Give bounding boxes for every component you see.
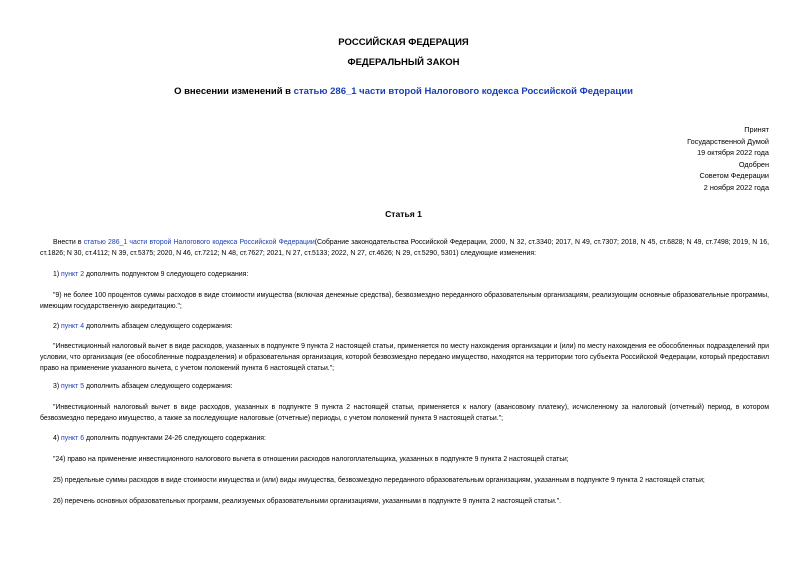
adoption-line: 2 ноября 2022 года: [703, 182, 769, 192]
article-intro: [40, 237, 769, 259]
item-3-num: 3): [53, 383, 62, 390]
adoption-line: Советом Федерации: [699, 171, 769, 181]
item-4-link[interactable]: пункт 6: [61, 435, 85, 442]
item-2: [40, 321, 769, 332]
adoption-line: 19 октября 2022 года: [697, 148, 769, 158]
item-4: [40, 433, 769, 444]
item-3-link[interactable]: пункт 5: [61, 383, 85, 390]
law-type-heading: ФЕДЕРАЛЬНЫЙ ЗАКОН: [347, 57, 460, 68]
item-1-link[interactable]: пункт 2: [61, 271, 85, 278]
item-3: [40, 381, 769, 392]
item-1-text: дополнить подпунктом 9 следующего содержания:: [84, 271, 249, 278]
article-heading: Статья 1: [385, 209, 422, 219]
country-heading: РОССИЙСКАЯ ФЕДЕРАЦИЯ: [338, 37, 469, 48]
item-2-link[interactable]: пункт 4: [61, 323, 85, 330]
item-2-num: 2): [53, 323, 62, 330]
intro-suffix: (Собрание законодательства Российской Федерации, 2000, N 32, ст.3340; 2017, N 49, ст.7307; 2018, N 45, ст.6828; N 49, ст.7498; 2019, N 16, ст.1826; N 30, ст.4112; N 39, ст.5375; 2020, N 46, ст.7212; N 48, ст.7627; 2021, N 27, ст.5133; 2022, N 27, ст.4626; N 29, ст.5290, 5301) следующие изменения:: [40, 239, 769, 258]
item-1: [40, 269, 769, 280]
item-4-quote-24: "24) право на применение инвестиционного налогового вычета в отношении расходов налогоплательщика, указанных в подпункте 9 пункта 2 настоящей статьи;: [53, 456, 569, 463]
item-1-quote: "9) не более 100 процентов суммы расходов в виде стоимости имущества (включая денежные средства), безвозмездно переданного образовательным организациям, реализующим основные образовательные программы, имеющим государственную аккредитацию.";: [40, 292, 769, 311]
law-title: [0, 86, 807, 97]
intro-prefix: Внести в: [53, 239, 84, 246]
item-4-quote-25: 25) предельные суммы расходов в виде стоимости имущества и (или) виды имущества, безвозмездно переданного образовательным организациям, указанным в подпункте 9 пункта 2 настоящей статьи;: [53, 477, 705, 484]
adoption-line: Одобрен: [738, 159, 769, 169]
item-3-text: дополнить абзацем следующего содержания:: [84, 383, 233, 390]
item-4-num: 4): [53, 435, 62, 442]
item-2-quote: "Инвестиционный налоговый вычет в виде расходов, указанных в подпункте 9 пункта 2 настоящей статьи, применяется по месту нахождения организации и (или) по месту нахождения ее обособленных подразделений при условии, что организация (ее обособленные подразделения) и образовательная организация, которой безвозмездно передано имущество, находятся на территории того субъекта Российской Федерации, который предоставил право на применение указанного вычета, с учетом положений пункта 6 настоящей статьи.";: [40, 343, 769, 373]
intro-link[interactable]: статью 286_1 части второй Налогового кодекса Российской Федерации: [83, 239, 315, 246]
adoption-line: Принят: [744, 125, 769, 134]
law-title-link[interactable]: статью 286_1 части второй Налогового кодекса Российской Федерации: [293, 86, 633, 97]
item-3-quote: "Инвестиционный налоговый вычет в виде расходов, указанных в подпункте 9 пункта 2 настоящей статьи, применяется к налогу (авансовому платежу), исчисленному за налоговый (отчетный) период, в котором безвозмездно передано имущество, а также за последующие налоговые (отчетные) периоды, с учетом положений пункта 9 настоящей статьи.";: [40, 404, 769, 423]
adoption-line: Государственной Думой: [687, 136, 769, 146]
item-2-text: дополнить абзацем следующего содержания:: [84, 323, 233, 330]
item-4-text: дополнить подпунктами 24-26 следующего содержания:: [84, 435, 266, 442]
adoption-block: [687, 124, 769, 194]
law-title-prefix: О внесении изменений в: [174, 86, 294, 97]
item-4-quote-26: 26) перечень основных образовательных программ, реализуемых образовательными организациями, указанными в подпункте 9 пункта 2 настоящей статьи.".: [53, 498, 562, 505]
item-1-num: 1): [53, 271, 62, 278]
